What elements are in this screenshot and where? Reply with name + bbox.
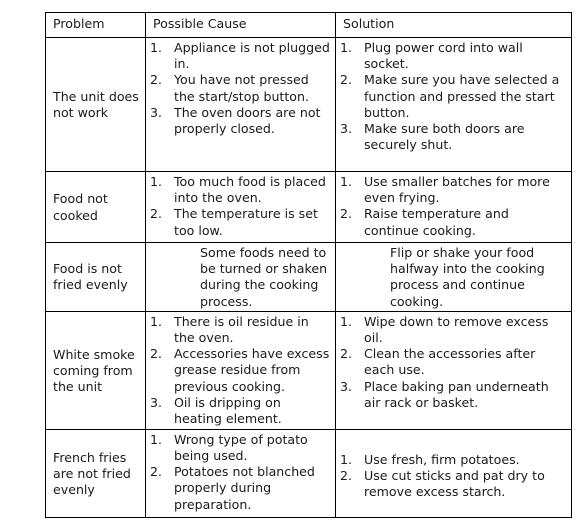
list-item: 1. Plug power cord into wall socket.	[340, 40, 523, 72]
troubleshooting-table	[45, 12, 572, 518]
header-possible-cause: Possible Cause	[146, 13, 336, 38]
header-solution: Solution	[336, 13, 572, 38]
list-item: 2. Make sure you have selected a function and pressed the start button.	[340, 72, 560, 120]
solution-cell	[336, 38, 572, 172]
problem-cell: French fries are not fried evenly	[46, 429, 146, 517]
list-item: 2. Accessories have excess grease residue from previous cooking.	[150, 346, 330, 394]
cause-cell	[146, 311, 336, 429]
cause-list	[150, 432, 331, 513]
list-item: 1. Use fresh, firm potatoes.	[340, 451, 520, 467]
list-item: 1. There is oil residue in the oven.	[150, 313, 309, 346]
header-problem: Problem	[46, 13, 146, 38]
solution-cell	[336, 429, 572, 517]
cause-list	[150, 314, 331, 427]
table-row	[46, 172, 572, 243]
list-item: 2. Clean the accessories after each use.	[340, 346, 536, 378]
cause-text: Some foods need to be turned or shaken during the cooking process.	[200, 245, 328, 309]
list-item: 3. Place baking pan underneath air rack or basket.	[340, 378, 549, 410]
problem-cell: White smoke coming from the unit	[46, 311, 146, 429]
list-item: 2. The temperature is set too low.	[150, 206, 318, 238]
cause-list	[150, 174, 331, 239]
solution-cell	[336, 311, 572, 429]
problem-cell: Food not cooked	[46, 172, 146, 243]
list-item: 2. Raise temperature and continue cooking.	[340, 206, 509, 238]
list-item: 1. Wrong type of potato being used.	[150, 431, 308, 464]
list-item: 1. Appliance is not plugged in.	[150, 40, 330, 72]
table-row	[46, 243, 572, 312]
cause-cell	[146, 38, 336, 172]
solution-list	[340, 174, 567, 239]
list-item: 2. You have not pressed the start/stop button.	[150, 72, 309, 104]
problem-cell: Food is not fried evenly	[46, 243, 146, 312]
cause-cell	[146, 429, 336, 517]
table-header-row	[46, 13, 572, 38]
solution-cell	[336, 172, 572, 243]
solution-list	[340, 40, 567, 153]
list-item: 2. Potatoes not blanched properly during preparation.	[150, 464, 315, 512]
cause-cell	[146, 243, 336, 312]
list-item: 3. Oil is dripping on heating element.	[150, 394, 282, 427]
solution-cell	[336, 243, 572, 312]
solution-text: Flip or shake your food halfway into the cooking process and continue cooking.	[390, 245, 545, 309]
list-item: 1. Use smaller batches for more even frying.	[340, 174, 550, 206]
cause-list	[150, 40, 331, 137]
solution-list	[340, 432, 567, 501]
table-row	[46, 429, 572, 517]
table-row	[46, 38, 572, 172]
list-item: 1. Too much food is placed into the oven.	[150, 174, 326, 206]
list-item: 2. Use cut sticks and pat dry to remove excess starch.	[340, 468, 545, 500]
list-item: 1. Wipe down to remove excess oil.	[340, 313, 549, 346]
solution-list	[340, 314, 567, 411]
troubleshooting-table-wrapper	[45, 12, 571, 518]
list-item: 3. The oven doors are not properly closed.	[150, 104, 321, 137]
cause-cell	[146, 172, 336, 243]
table-row	[46, 311, 572, 429]
list-item: 3. Make sure both doors are securely shut.	[340, 121, 525, 153]
problem-cell: The unit does not work	[46, 38, 146, 172]
